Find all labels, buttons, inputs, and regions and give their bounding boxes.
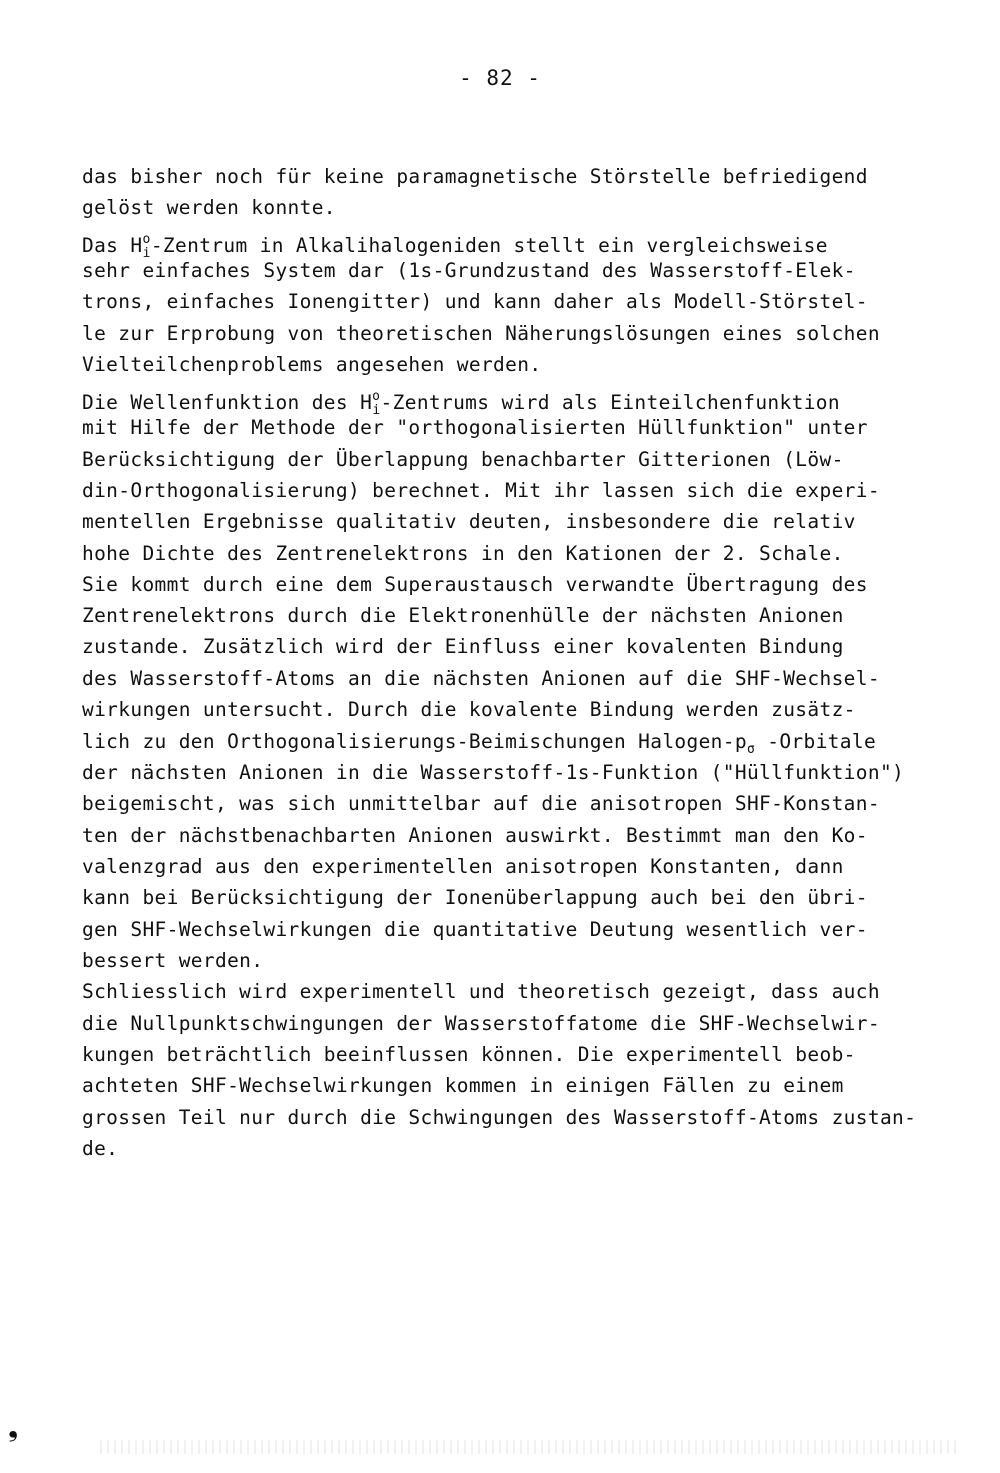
- text-line-1: das bisher noch für keine paramagnetische Störstelle befriedigend: [82, 165, 868, 188]
- text-line-18: wirkungen untersucht. Durch die kovalente Bindung werden zusätz-: [82, 698, 856, 721]
- text-line-4: sehr einfaches System dar (1s-Grundzustand des Wasserstoff-Elek-: [82, 259, 856, 282]
- page-number: - 82 -: [459, 66, 541, 90]
- text-line-27: Schliesslich wird experimentell und theoretisch gezeigt, dass auch: [82, 980, 880, 1003]
- text-line-13: hohe Dichte des Zentrenelektrons in den Kationen der 2. Schale.: [82, 542, 844, 565]
- text-line-21: beigemischt, was sich unmittelbar auf die anisotropen SHF-Konstan-: [82, 792, 880, 815]
- text-line-26: bessert werden.: [82, 949, 264, 972]
- text-line-10: Berücksichtigung der Überlappung benachbarter Gitterionen (Löw-: [82, 448, 844, 471]
- text-line-5: trons, einfaches Ionengitter) und kann daher als Modell-Störstel-: [82, 290, 868, 313]
- text-line-15: Zentrenelektrons durch die Elektronenhülle der nächsten Anionen: [82, 604, 844, 627]
- text-line-6: le zur Erprobung von theoretischen Näherungslösungen eines solchen: [82, 322, 880, 345]
- text-line-19-rest: -Orbitale: [755, 730, 877, 753]
- text-line-17: des Wasserstoff-Atoms an die nächsten Anionen auf die SHF-Wechsel-: [82, 667, 880, 690]
- text-line-28: die Nullpunktschwingungen der Wasserstoffatome die SHF-Wechselwir-: [82, 1012, 880, 1035]
- text-line-16: zustande. Zusätzlich wird der Einfluss einer kovalenten Bindung: [82, 635, 844, 658]
- text-line-30: achteten SHF-Wechselwirkungen kommen in einigen Fällen zu einem: [82, 1074, 844, 1097]
- text-line-23: valenzgrad aus den experimentellen anisotropen Konstanten, dann: [82, 855, 844, 878]
- text-line-3-rest: -Zentrum in Alkalihalogeniden stellt ein vergleichsweise: [150, 234, 828, 257]
- sigma-subscript: σ: [746, 742, 756, 757]
- h-subscript-2: i: [372, 403, 381, 418]
- scan-noise-strip: [100, 1440, 960, 1454]
- h-subscript: i: [142, 246, 151, 261]
- text-line-29: kungen beträchtlich beeinflussen können. Die experimentell beob-: [82, 1043, 856, 1066]
- corner-mark: ❟: [8, 1413, 19, 1443]
- text-line-22: ten der nächstbenachbarten Anionen auswirkt. Bestimmt man den Ko-: [82, 824, 868, 847]
- text-line-20: der nächsten Anionen in die Wasserstoff-1s-Funktion ("Hüllfunktion"): [82, 761, 905, 784]
- text-line-8-rest: -Zentrums wird als Einteilchenfunktion: [380, 391, 840, 414]
- text-line-7: Vielteilchenproblems angesehen werden.: [82, 353, 542, 376]
- h-superscript-2: o: [372, 389, 381, 404]
- text-line-24: kann bei Berücksichtigung der Ionenüberlappung auch bei den übri-: [82, 886, 868, 909]
- text-line-2: gelöst werden konnte.: [82, 196, 336, 219]
- text-line-19-start: lich zu den Orthogonalisierungs-Beimischungen Halogen-p: [82, 730, 747, 753]
- h-superscript: o: [142, 232, 151, 247]
- text-line-3-start: Das H: [82, 234, 143, 257]
- text-line-19: [82, 730, 876, 762]
- text-line-12: mentellen Ergebnisse qualitativ deuten, insbesondere die relativ: [82, 510, 856, 533]
- text-line-31: grossen Teil nur durch die Schwingungen des Wasserstoff-Atoms zustan-: [82, 1106, 917, 1129]
- text-line-25: gen SHF-Wechselwirkungen die quantitative Deutung wesentlich ver-: [82, 918, 868, 941]
- text-line-8-start: Die Wellenfunktion des H: [82, 391, 373, 414]
- text-line-14: Sie kommt durch eine dem Superaustausch verwandte Übertragung des: [82, 573, 868, 596]
- text-line-9: mit Hilfe der Methode der "orthogonalisierten Hüllfunktion" unter: [82, 416, 868, 439]
- text-line-32: de.: [82, 1137, 119, 1160]
- text-line-11: din-Orthogonalisierung) berechnet. Mit ihr lassen sich die experi-: [82, 479, 880, 502]
